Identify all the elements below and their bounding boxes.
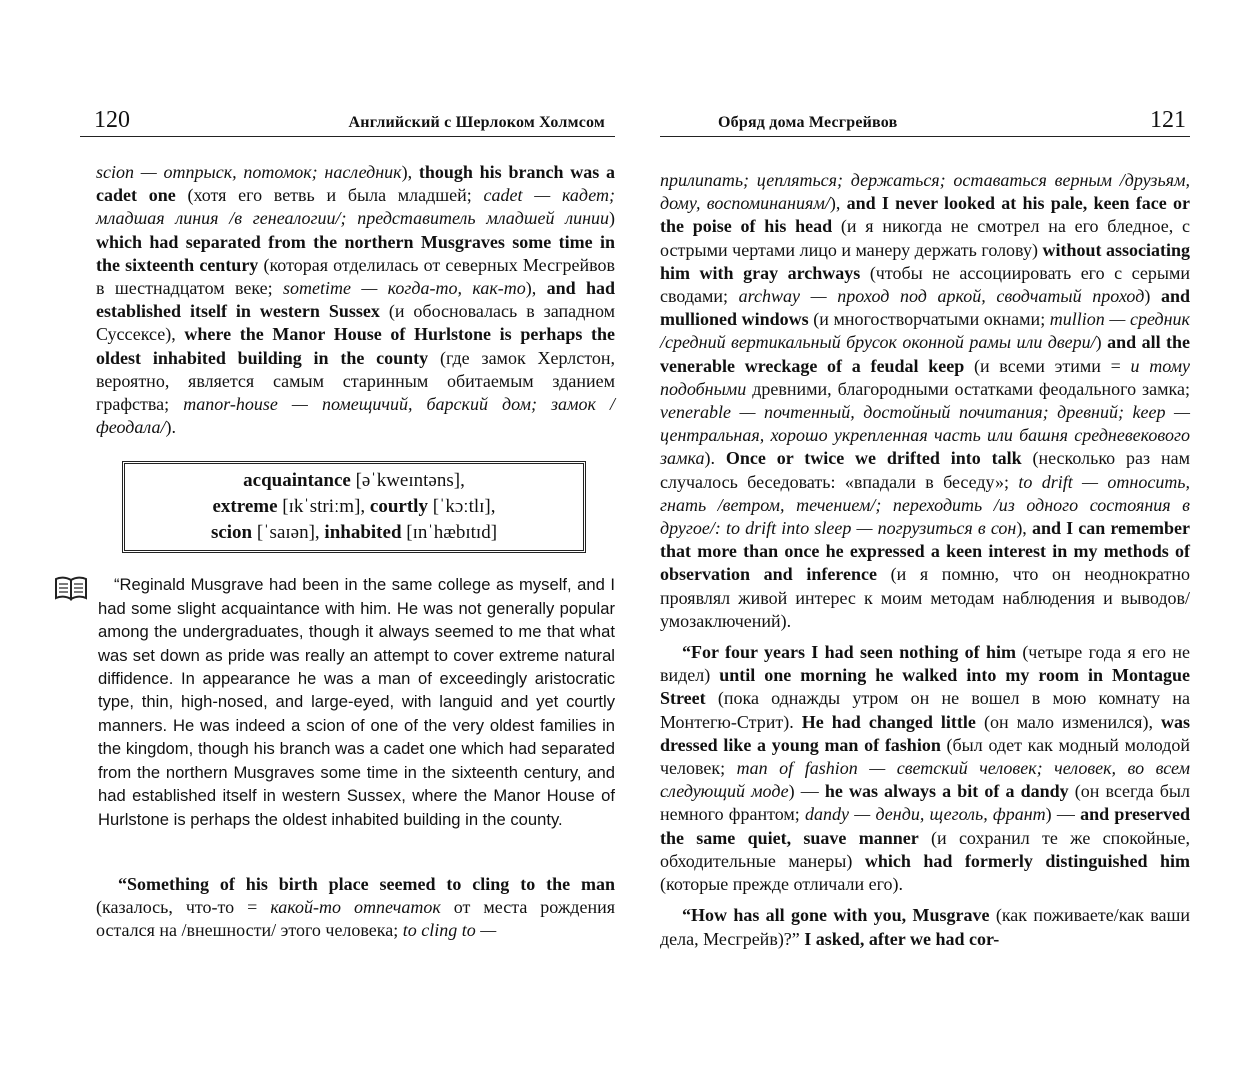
- right-page: [660, 96, 1190, 951]
- open-book-icon: [54, 575, 88, 601]
- english-phrase: which had formerly distinguished him: [864, 850, 1190, 871]
- english-phrase: He had changed little: [801, 711, 976, 732]
- english-phrase: Once or twice we drifted into talk: [725, 448, 1022, 469]
- gloss-text: sometime — когда-то, как-то: [282, 278, 526, 299]
- translation-text: (пока однажды утром он не вошел в мою комнату на Монтегю-Стрит).: [660, 688, 1190, 732]
- right-second-paragraph: [660, 641, 1190, 896]
- translation-text: (и всеми этими =: [964, 355, 1131, 376]
- translation-text: (был одет как модный молодой человек;: [660, 734, 1191, 779]
- left-second-paragraph: [80, 873, 615, 943]
- english-phrase: I asked, after we had cor-: [804, 928, 1000, 949]
- gloss-text: прилипать; цепляться; держаться; оставаться верным /друзьям, дому, воспоминаниям/: [660, 170, 1190, 214]
- translation-text: (и я никогда не смотрел на его бледное, с острыми чертами лицо и манеру держать голову): [660, 216, 1190, 260]
- translation-text: древними, благородными остатками феодального замка;: [746, 378, 1190, 399]
- english-phrase: and I can remember that more than once he expressed a keen interest in my methods of observation and inference: [660, 518, 1190, 585]
- translation-text: (он всегда был немного франтом;: [660, 781, 1191, 825]
- translation-text: (и многостворчатыми окнами;: [808, 309, 1050, 330]
- english-phrase: extreme: [212, 496, 278, 518]
- translation-text: ),: [525, 278, 547, 299]
- translation-text: [ɪnˈhæbɪtɪd]: [401, 522, 498, 544]
- translation-text: (казалось, что-то =: [96, 897, 271, 918]
- right-page-number: 121: [1150, 107, 1186, 133]
- english-phrase: “For four years I had seen nothing of him: [682, 642, 1016, 663]
- translation-text: ).: [704, 448, 726, 469]
- translation-text: ) —: [1045, 804, 1081, 825]
- english-phrase: and all the venerable wreckage of a feudal keep: [660, 332, 1190, 376]
- gloss-text: dandy — денди, щеголь, франт: [805, 804, 1046, 825]
- translation-text: ),: [829, 193, 847, 214]
- right-commentary-paragraph: [660, 169, 1190, 633]
- left-page: [80, 96, 615, 943]
- gloss-text: какой-то отпечаток: [270, 897, 441, 918]
- left-page-number: 120: [94, 107, 130, 133]
- left-commentary-paragraph: [80, 161, 615, 439]
- left-header-title: Английский с Шерлоком Холмсом: [348, 114, 605, 131]
- english-phrase: where the Manor House of Hurlstone is perhaps the oldest inhabited building in the county: [96, 324, 616, 368]
- translation-text: (и обосновалась в западном Суссексе),: [96, 301, 615, 345]
- translation-text: ) —: [788, 781, 825, 802]
- original-text-block: [80, 573, 615, 830]
- translation-text: (которые прежде отличали его).: [660, 874, 904, 895]
- translation-text: ): [1144, 286, 1161, 307]
- translation-text: ),: [1016, 518, 1032, 539]
- vocab-line: [133, 468, 575, 494]
- english-phrase: until one morning he walked into my room in Montague Street: [660, 665, 1190, 709]
- translation-text: (и сохранил те же спокойные, обходительные манеры): [660, 827, 1190, 871]
- gloss-text: scion — отпрыск, потомок; наследник: [96, 162, 402, 182]
- translation-text: ): [1095, 332, 1108, 353]
- gloss-text: manor-house — помещичий, барский дом; замок /феодала/: [96, 394, 615, 438]
- translation-text: ).: [165, 417, 176, 438]
- gloss-text: mullion — средник /средний вертикальный брусок оконной рамы или двери/: [660, 309, 1190, 353]
- translation-text: (где замок Херлстон, вероятно, является самым старинным обитаемым зданием графства;: [96, 347, 615, 415]
- english-phrase: he was always a bit of a dandy: [824, 781, 1069, 802]
- english-phrase: and I never looked at his pale, keen face or the poise of his head: [660, 193, 1190, 237]
- vocab-line: [133, 520, 575, 546]
- english-phrase: and had established itself in western Sussex: [96, 278, 615, 322]
- gloss-text: archway — проход под аркой, сводчатый проход: [738, 286, 1145, 307]
- english-phrase: courtly: [369, 496, 428, 518]
- english-phrase: and mullioned windows: [660, 286, 1190, 330]
- english-phrase: without associating him with gray archways: [660, 239, 1191, 283]
- gloss-text: man of fashion — светский человек; человек, во всем следующий моде: [660, 758, 1190, 802]
- english-phrase: “Something of his birth place seemed to cling to the man: [118, 873, 615, 894]
- translation-text: [ˈsaɪən],: [252, 522, 325, 544]
- english-phrase: scion: [210, 522, 253, 544]
- translation-text: (и я помню, что он неоднократно проявлял живой интерес к моим методам наблюдения и выводов/умозаключений).: [660, 564, 1190, 631]
- english-phrase: acquaintance: [243, 470, 351, 492]
- gloss-text: to cling to —: [402, 920, 497, 941]
- right-running-head: [660, 96, 1190, 137]
- translation-text: [ɪkˈstriːm],: [277, 496, 370, 518]
- translation-text: (хотя его ветвь и была младшей;: [175, 185, 484, 206]
- english-phrase: though his branch was a cadet one: [96, 162, 616, 206]
- vocabulary-box: [122, 461, 586, 553]
- english-phrase: inhabited: [324, 522, 402, 544]
- translation-text: [əˈkweɪntəns],: [350, 470, 465, 492]
- translation-text: (которая отделилась от северных Месгрейвов в шестнадцатом веке;: [96, 254, 615, 299]
- translation-text: [ˈkɔːtlɪ],: [427, 496, 496, 518]
- original-english-paragraph: “Reginald Musgrave had been in the same college as myself, and I had some slight acquaintance with him. He was not generally popular among the undergraduates, though it always seemed to me that what was set down as pride was really an attempt to cover extreme natural diffidence. In appearance he was a man of exceedingly aristocratic type, thin, high-nosed, and large-eyed, with languid and yet courtly manners. He was indeed a scion of one of the very oldest families in the kingdom, though his branch was a cadet one which had separated from the northern Musgraves some time in the sixteenth century, and had established itself in western Sussex, where the Manor House of Hurlstone is perhaps the oldest inhabited building in the county.: [98, 575, 615, 829]
- translation-text: (четыре года я его не видел): [660, 642, 1190, 686]
- translation-text: (несколько раз нам случалось беседовать: «впадали в беседу»;: [660, 448, 1190, 492]
- translation-text: (чтобы не ассоциировать его с серыми сводами;: [660, 262, 1190, 307]
- translation-text: (он мало изменился),: [975, 711, 1161, 732]
- left-running-head: [80, 96, 615, 137]
- translation-text: ),: [401, 162, 419, 182]
- gloss-text: venerable — почтенный, достойный почитания; древний; keep — центральная, хорошо укрепленная часть или башня средневекового замка: [660, 402, 1190, 469]
- english-phrase: and preserved the same quiet, suave manner: [660, 804, 1191, 848]
- english-phrase: was dressed like a young man of fashion: [660, 711, 1190, 755]
- vocab-line: [133, 494, 575, 520]
- gloss-text: cadet — кадет; младшая линия /в генеалогии/; представитель младшей линии: [96, 185, 615, 229]
- translation-text: от места рождения остался на /внешности/ этого человека;: [96, 897, 615, 941]
- english-phrase: which had separated from the northern Musgraves some time in the sixteenth century: [96, 231, 615, 275]
- gloss-text: to drift — относить, гнать /ветром, течением/; переходить /из одного состояния в другое/: to drift into sleep — погрузиться в сон: [660, 471, 1191, 539]
- gloss-text: и тому подобными: [660, 355, 1190, 399]
- right-third-paragraph: [660, 904, 1190, 950]
- right-header-title: Обряд дома Месгрейвов: [718, 114, 898, 131]
- english-phrase: “How has all gone with you, Musgrave: [682, 905, 990, 926]
- translation-text: (как поживаете/как ваши дела, Месгрейв)?”: [660, 905, 1190, 949]
- translation-text: ): [609, 208, 615, 229]
